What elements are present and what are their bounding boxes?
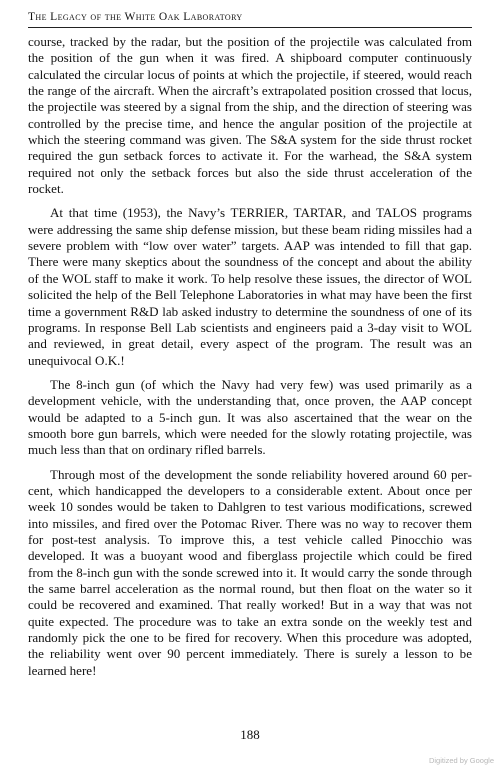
paragraph-2: At that time (1953), the Navy’s TERRIER, TARTAR, and TALOS programs were addressing the same ship defense mission, but these beam riding missiles had a severe problem with “low over water” targets. AAP was intended to fill that gap. There were many skeptics about the soundness of the concept and about the ability of the WOL staff to make it work. To help resolve these issues, the director of WOL solicited the help of the Bell Telephone Laboratories in what may have been the first time a government R&D lab asked industry to determine the soundness of one of its programs. In response Bell Lab scientists and engineers paid a 3-day visit to WOL and reviewed, in great detail, every aspect of the program. The result was an unequivocal O.K.! [28, 205, 472, 368]
running-header: The Legacy of the White Oak Laboratory [28, 11, 243, 23]
paragraph-1: course, tracked by the radar, but the position of the projectile was calculated from the position of the gun when it was fired. A shipboard computer continuously calculated the circular locus of points at which the projectile, if steered, would reach the range of the aircraft. When the aircraft’s extrapolated position crossed that locus, the projectile was steered by a signal from the ship, and the direction of steering was controlled by the precise time, and hence the angular position of the projectile at which the steering command was given. The S&A system for the side thrust rocket required the gun setback forces to activate it. For the warhead, the S&A system required not only the setback forces but also the side thrust acceleration of the rocket. [28, 34, 472, 197]
paragraph-4: Through most of the development the sonde reliability hovered around 60 percent, which handicapped the developers to a considerable extent. About once per week 10 sondes would be taken to Dahlgren to test various modifications, screwed into missiles, and fired over the Potomac River. There was no way to recover them for post-test analysis. To improve this, a test vehicle called Pinocchio was developed. It was a buoyant wood and fiberglass projectile which could be fired from the 8-inch gun with the sonde screwed into it. It would carry the sonde through the same barrel acceleration as the normal round, but then float on the water so it could be recovered and examined. That really worked! But in a way that was not quite expected. The procedure was to take an extra sonde on the weekly test and randomly pick the one to be fired for recovery. When this procedure was adopted, the reliability went over 90 percent immediately. There is surely a lesson to be learned here! [28, 466, 472, 678]
digitized-watermark: Digitized by Google [428, 756, 494, 765]
paragraph-3: The 8-inch gun (of which the Navy had very few) was used primarily as a development vehicle, with the understanding that, once proven, the AAP concept would be adapted to a 5-inch gun. It was also ascertained that the wear on the smooth bore gun barrels, which were needed for the slowly rotating projectile, was much less than that on ordinary rifled barrels. [28, 376, 472, 458]
page-number: 188 [240, 727, 260, 742]
body-text [28, 34, 472, 687]
header-rule [28, 27, 472, 28]
